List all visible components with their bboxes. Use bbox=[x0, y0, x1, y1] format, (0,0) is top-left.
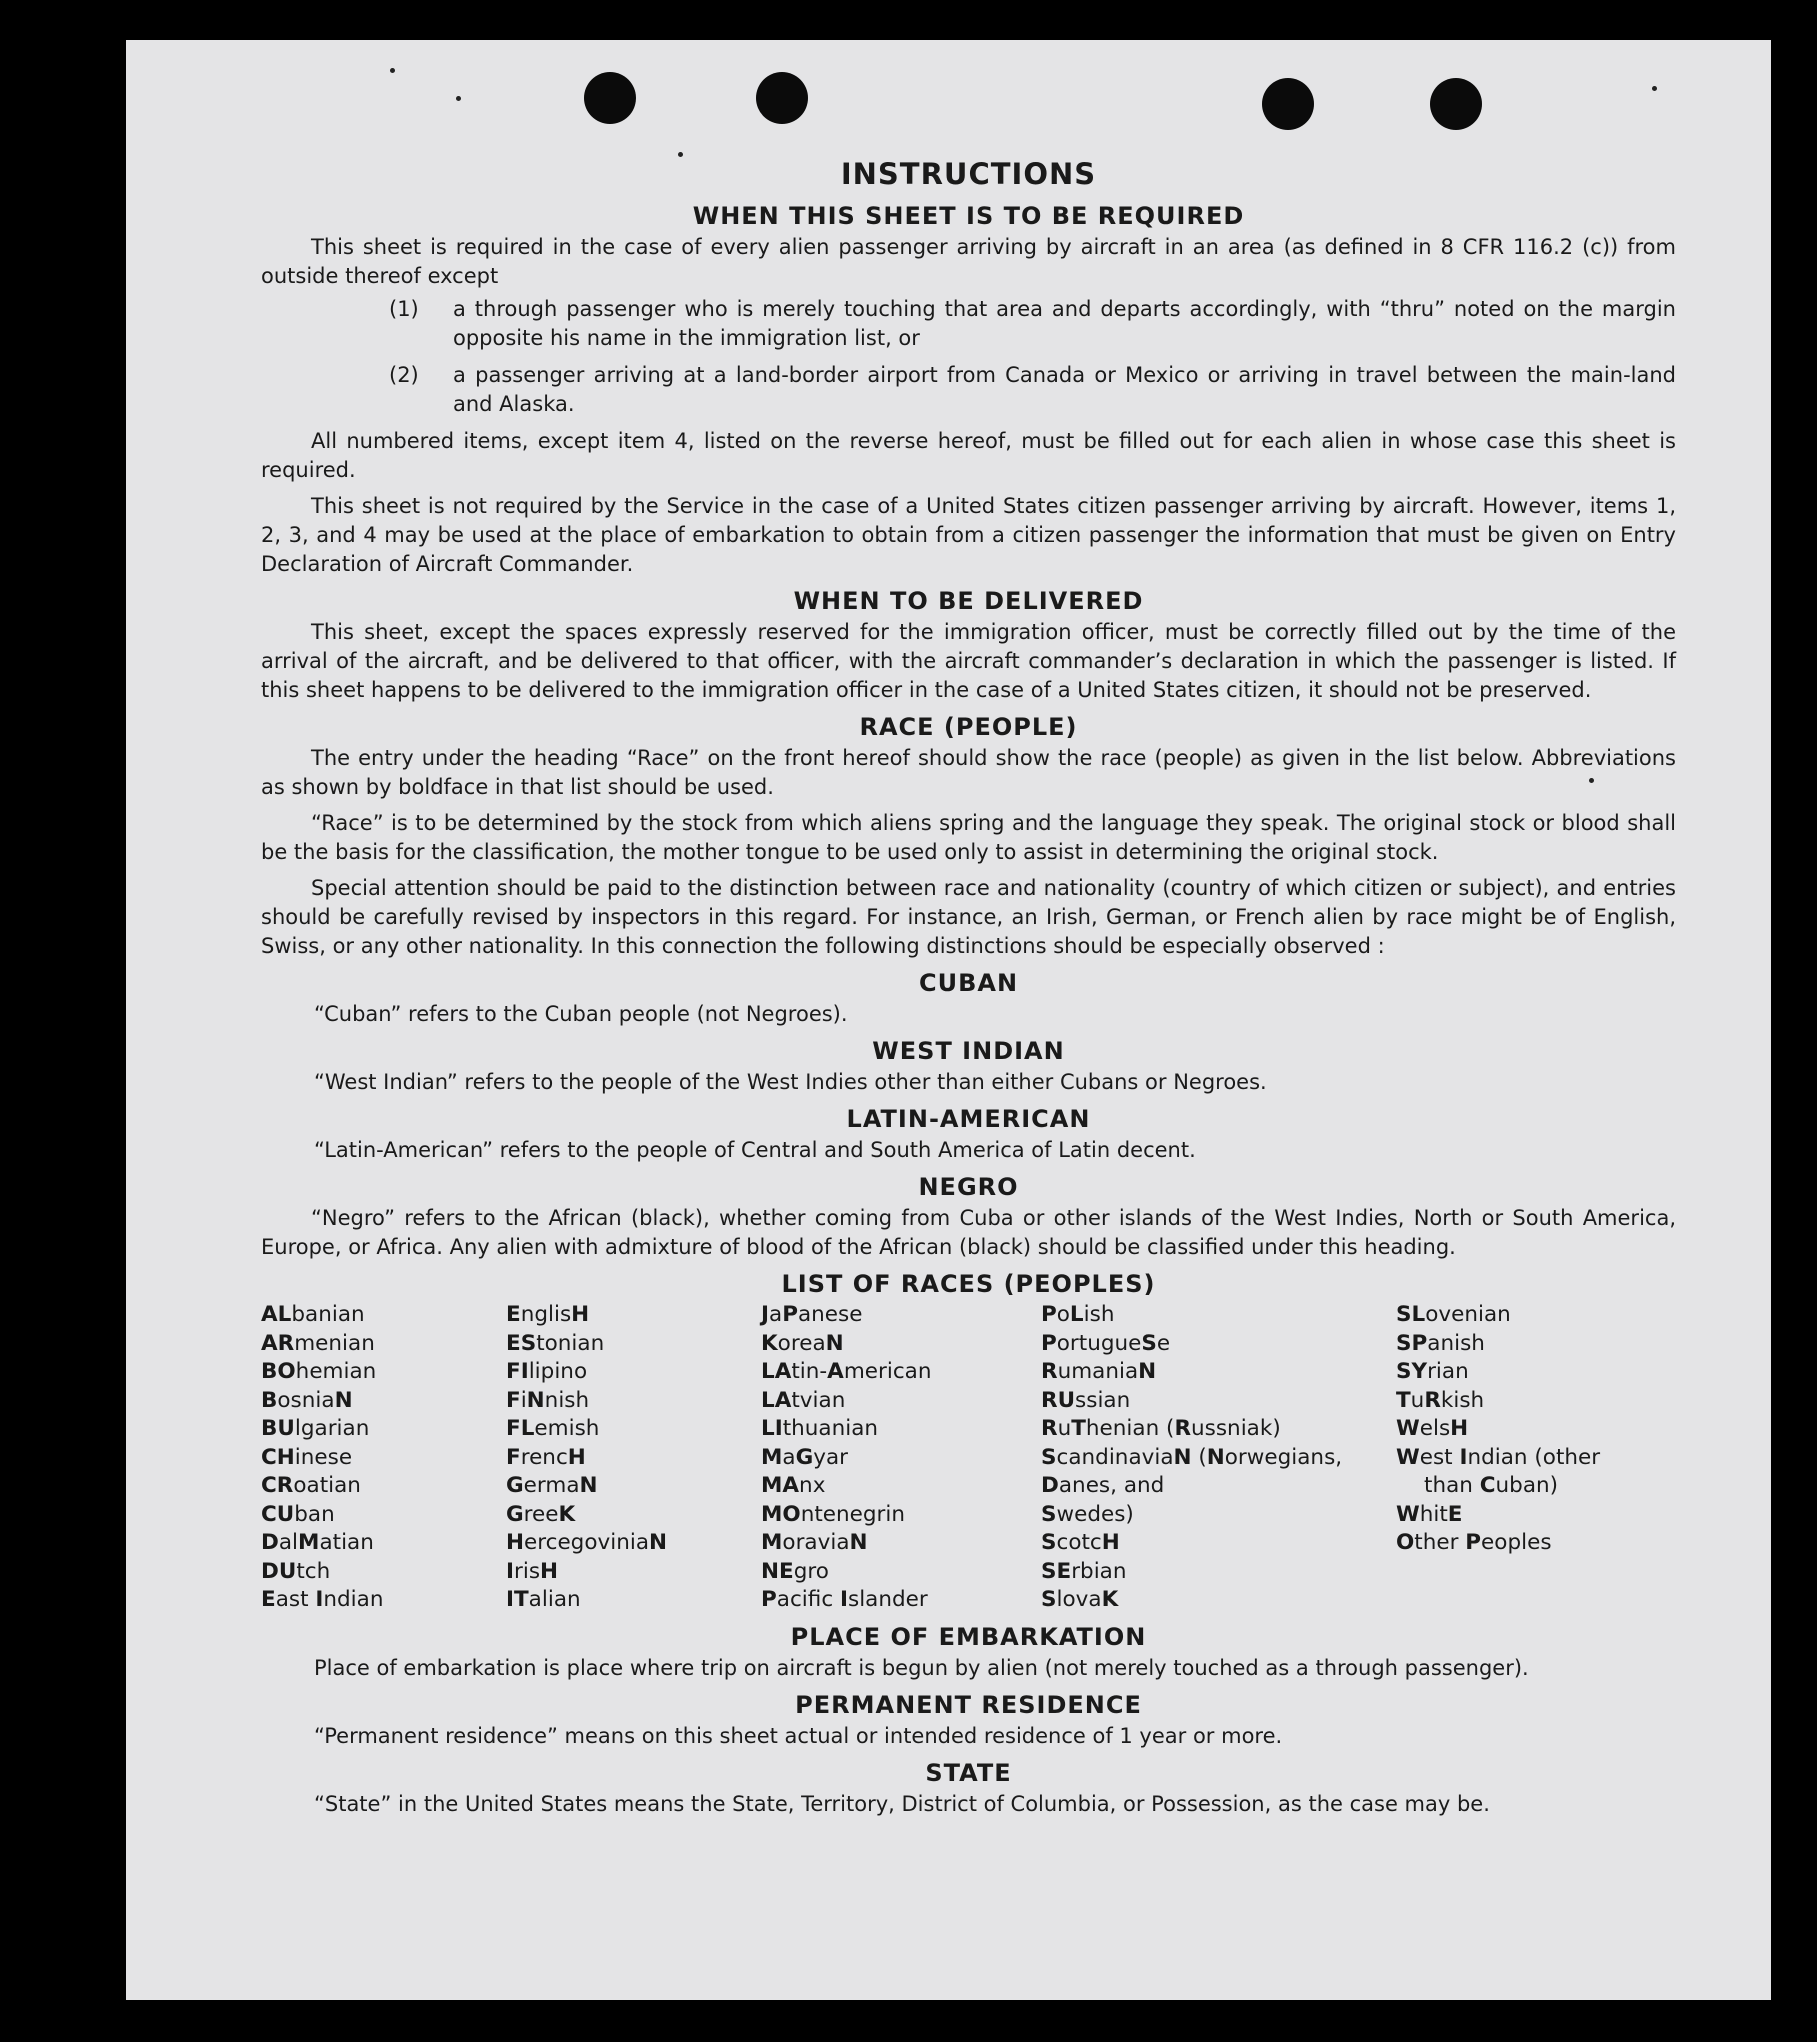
paragraph: This sheet is not required by the Service in the case of a United States citizen passenger arriving by aircraft. However, items 1, 2, 3, and 4 may be used at the place of embarkation to obtain from a citizen passenger the information that must be given on Entry Declaration of Aircraft Commander. bbox=[261, 494, 1676, 576]
race-entry: FIlipino bbox=[506, 1359, 588, 1384]
race-entry: IrisH bbox=[506, 1558, 559, 1584]
item-number: (2) bbox=[389, 363, 419, 387]
race-entry: LAtvian bbox=[761, 1387, 846, 1413]
race-entry: SPanish bbox=[1396, 1330, 1485, 1356]
race-entry: BosniaN bbox=[261, 1387, 353, 1413]
instructions-content bbox=[261, 157, 1676, 1824]
race-entry: DUtch bbox=[261, 1558, 331, 1584]
section-heading: LIST OF RACES (PEOPLES) bbox=[781, 1270, 1156, 1298]
punch-hole bbox=[1262, 78, 1314, 130]
race-entry: HercegoviniaN bbox=[506, 1530, 668, 1555]
race-entry: FrencH bbox=[506, 1444, 586, 1470]
document-sheet bbox=[126, 40, 1771, 2000]
race-entry: SYrian bbox=[1396, 1359, 1469, 1384]
race-entry: WelsH bbox=[1396, 1416, 1469, 1441]
paragraph: All numbered items, except item 4, listed on the reverse hereof, must be filled out for each alien in whose case this sheet is required. bbox=[261, 429, 1676, 482]
races-column bbox=[761, 1301, 1041, 1615]
race-entry: WhitE bbox=[1396, 1501, 1463, 1527]
page-title: INSTRUCTIONS bbox=[840, 157, 1097, 191]
races-column bbox=[506, 1301, 761, 1615]
exception-item bbox=[389, 295, 1676, 353]
race-entry: Other Peoples bbox=[1396, 1530, 1552, 1555]
race-entry: Danes, and bbox=[1041, 1473, 1165, 1498]
paragraph: Special attention should be paid to the distinction between race and nationality (country of which citizen or subject), and entries should be carefully revised by inspectors in this regard. For instance, an Irish, German, or French alien by race might be of English, Swiss, or any other nationality. In this connection the following distinctions should be especially observed : bbox=[261, 876, 1676, 958]
race-entry: RUssian bbox=[1041, 1387, 1131, 1413]
race-entry: LAtin-American bbox=[761, 1359, 932, 1384]
definition-heading: NEGRO bbox=[918, 1173, 1019, 1201]
paragraph: “State” in the United States means the State, Territory, District of Columbia, or Possession, as the case may be. bbox=[314, 1791, 1490, 1816]
races-list bbox=[261, 1301, 1676, 1615]
paragraph: “Permanent residence” means on this sheet actual or intended residence of 1 year or more. bbox=[314, 1723, 1283, 1748]
race-entry: EnglisH bbox=[506, 1302, 590, 1327]
race-entry: MAnx bbox=[761, 1473, 826, 1498]
exception-item bbox=[389, 361, 1676, 419]
race-entry: CHinese bbox=[261, 1444, 353, 1470]
paragraph: This sheet, except the spaces expressly reserved for the immigration officer, must be correctly filled out by the time of the arrival of the aircraft, and be delivered to that officer, with the aircraft commander’s declaration in which the passenger is listed. If this sheet happens to be delivered to the immigration officer in the case of a United States citizen, it should not be preserved. bbox=[261, 620, 1676, 702]
speck bbox=[678, 152, 683, 157]
races-column bbox=[261, 1301, 506, 1615]
race-entry: ALbanian bbox=[261, 1302, 365, 1327]
speck bbox=[390, 68, 395, 73]
races-column bbox=[1041, 1301, 1396, 1615]
race-entry: LIthuanian bbox=[761, 1416, 879, 1441]
section-heading: RACE (PEOPLE) bbox=[859, 713, 1078, 741]
definition-text: “West Indian” refers to the people of the West Indies other than either Cubans or Negroes. bbox=[314, 1070, 1267, 1094]
race-entry: MOntenegrin bbox=[761, 1501, 905, 1527]
paragraph: “Race” is to be determined by the stock from which aliens spring and the language they speak. The original stock or blood shall be the basis for the classification, the mother tongue to be used only to assist in determining the original stock. bbox=[261, 811, 1676, 864]
race-entry: NEgro bbox=[761, 1558, 829, 1584]
race-entry: CUban bbox=[261, 1501, 335, 1527]
race-entry: MaGyar bbox=[761, 1444, 849, 1470]
race-entry: DalMatian bbox=[261, 1530, 374, 1555]
race-entry: KoreaN bbox=[761, 1330, 844, 1356]
race-entry: Pacifc Islander bbox=[761, 1587, 928, 1612]
speck bbox=[456, 96, 461, 101]
paragraph: The entry under the heading “Race” on the front hereof should show the race (people) as given in the list below. Abbreviations as shown by boldface in that list should be used. bbox=[261, 746, 1676, 799]
punch-hole bbox=[584, 72, 636, 124]
definition-text: “Latin-American” refers to the people of Central and South America of Latin decent. bbox=[314, 1138, 1196, 1162]
race-entry: SErbian bbox=[1041, 1558, 1127, 1584]
definition-heading: CUBAN bbox=[918, 969, 1019, 997]
race-entry: RuThenian (Russniak) bbox=[1041, 1416, 1281, 1441]
race-entry: FiNnish bbox=[506, 1387, 590, 1413]
races-column bbox=[1396, 1301, 1676, 1615]
definition-heading: WEST INDIAN bbox=[872, 1037, 1065, 1065]
race-entry: West Indian (other bbox=[1396, 1444, 1601, 1470]
race-entry: GreeK bbox=[506, 1501, 576, 1527]
item-text: a through passenger who is merely touching that area and departs accordingly, with “thru” noted on the margin opposite his name in the immigration list, or bbox=[453, 297, 1676, 350]
speck bbox=[1652, 86, 1657, 91]
race-entry: FLemish bbox=[506, 1416, 600, 1441]
definition-text: “Negro” refers to the African (black), whether coming from Cuba or other islands of the West Indies, North or South America, Europe, or Africa. Any alien with admixture of blood of the African (black) should be classified under this heading. bbox=[261, 1206, 1676, 1259]
definition-heading: LATIN-AMERICAN bbox=[846, 1105, 1091, 1133]
race-entry: East Indian bbox=[261, 1587, 384, 1612]
race-entry: than Cuban) bbox=[1424, 1473, 1559, 1498]
race-entry: BOhemian bbox=[261, 1359, 377, 1384]
race-entry: GermaN bbox=[506, 1473, 598, 1498]
race-entry: CRoatian bbox=[261, 1473, 361, 1498]
race-entry: ITalian bbox=[506, 1587, 581, 1612]
race-entry: PoLish bbox=[1041, 1302, 1115, 1327]
section-heading: PLACE OF EMBARKATION bbox=[790, 1622, 1147, 1651]
item-text: a passenger arriving at a land-border airport from Canada or Mexico or arriving in travel between the main-land and Alaska. bbox=[453, 363, 1676, 416]
section-heading: WHEN TO BE DELIVERED bbox=[793, 587, 1144, 615]
race-entry: RumaniaN bbox=[1041, 1359, 1157, 1384]
race-entry: JaPanese bbox=[761, 1302, 863, 1327]
punch-hole bbox=[756, 72, 808, 124]
paragraph: This sheet is required in the case of every alien passenger arriving by aircraft in an area (as defined in 8 CFR 116.2 (c)) from outside thereof except bbox=[261, 235, 1676, 288]
paragraph: Place of embarkation is place where trip on aircraft is begun by alien (not merely touched as a through passenger). bbox=[314, 1655, 1529, 1680]
race-entry: ScandinaviaN (Norwegians, bbox=[1041, 1444, 1343, 1470]
section-heading: WHEN THIS SHEET IS TO BE REQUIRED bbox=[692, 202, 1245, 230]
punch-hole bbox=[1430, 78, 1482, 130]
race-entry: PortugueSe bbox=[1041, 1330, 1171, 1356]
race-entry: TuRkish bbox=[1396, 1387, 1485, 1413]
item-number: (1) bbox=[389, 297, 419, 321]
race-entry: MoraviaN bbox=[761, 1530, 868, 1555]
section-heading: STATE bbox=[925, 1758, 1012, 1787]
race-entry: EStonian bbox=[506, 1330, 605, 1356]
definition-text: “Cuban” refers to the Cuban people (not Negroes). bbox=[314, 1002, 848, 1026]
race-entry: Swedes) bbox=[1041, 1501, 1134, 1527]
race-entry: ScotcH bbox=[1041, 1530, 1120, 1555]
race-entry: ARmenian bbox=[261, 1330, 375, 1356]
race-entry: BUlgarian bbox=[261, 1416, 370, 1441]
section-heading: PERMANENT RESIDENCE bbox=[795, 1690, 1142, 1719]
race-entry: SlovaK bbox=[1041, 1587, 1119, 1612]
race-entry: SLovenian bbox=[1396, 1302, 1511, 1327]
